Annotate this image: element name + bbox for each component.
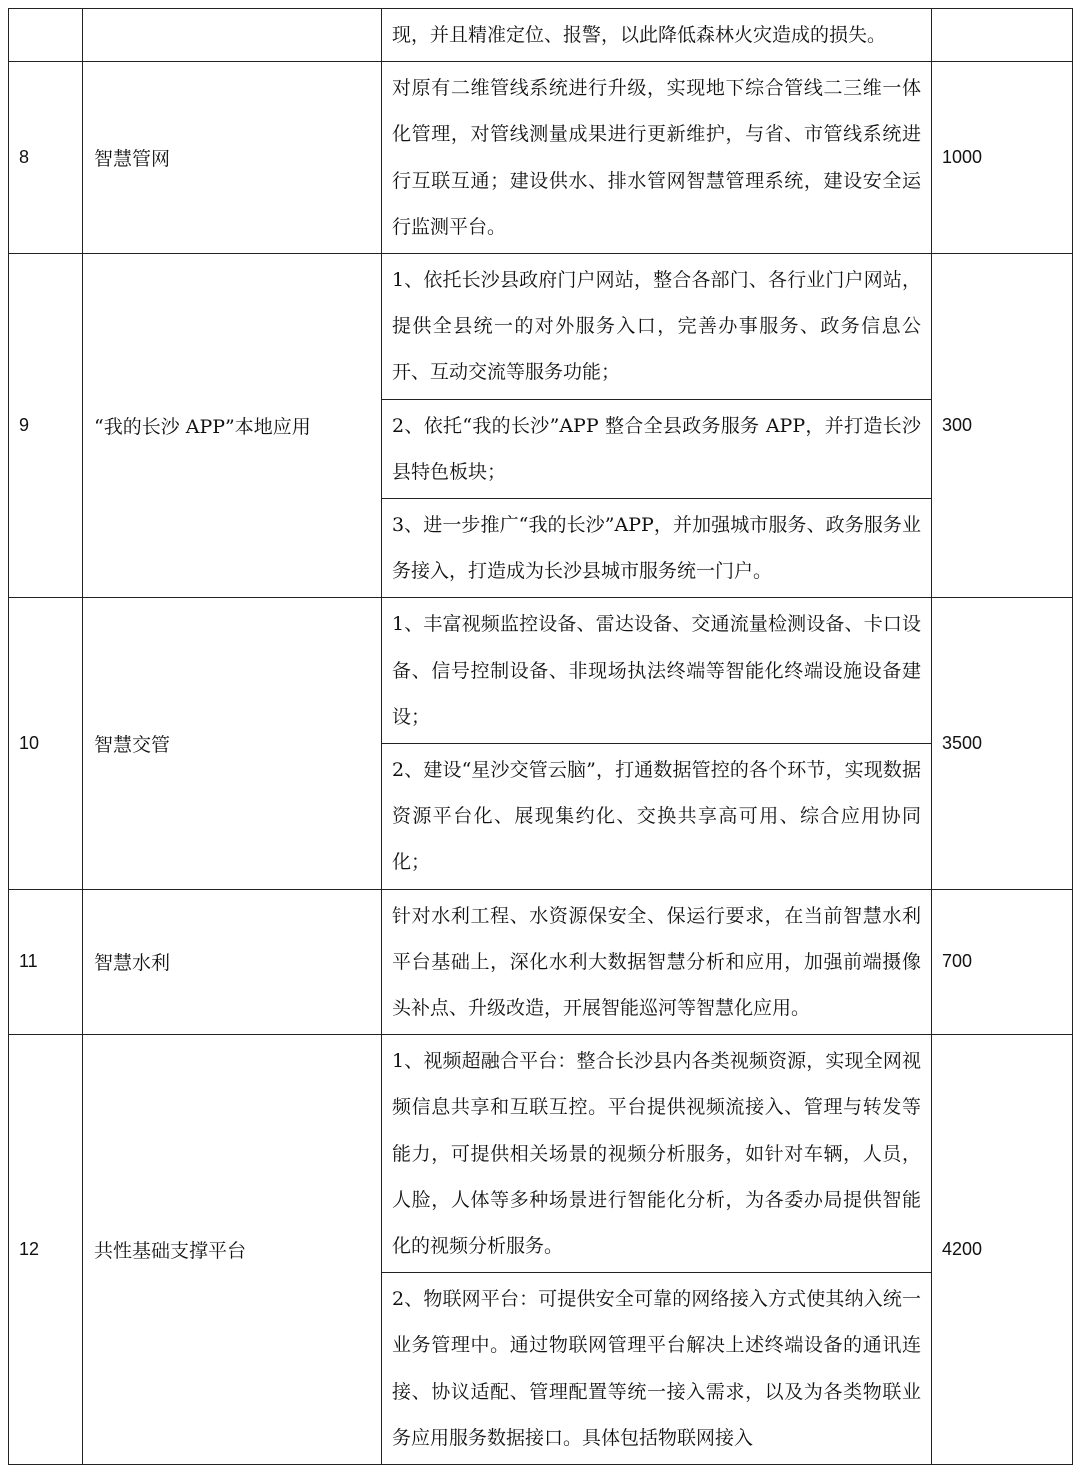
- description-paragraph: 1、丰富视频监控设备、雷达设备、交通流量检测设备、卡口设备、信号控制设备、非现场执法终端等智能化终端设施设备建设；: [392, 613, 921, 728]
- table-row: [9, 1035, 1073, 1465]
- row-number: 11: [9, 889, 83, 1035]
- row-number: 9: [9, 254, 83, 598]
- project-name: “我的长沙 APP”本地应用: [83, 254, 382, 598]
- project-name: 智慧水利: [83, 889, 382, 1035]
- project-table-page: [8, 8, 1072, 1465]
- project-name: 共性基础支撑平台: [83, 1035, 382, 1465]
- table-row: [9, 598, 1073, 889]
- table-row: [9, 254, 1073, 598]
- project-description: [382, 62, 932, 254]
- row-number: [9, 9, 83, 62]
- description-paragraph: 针对水利工程、水资源保安全、保运行要求，在当前智慧水利平台基础上，深化水利大数据智慧分析和应用，加强前端摄像头补点、升级改造，开展智能巡河等智慧化应用。: [392, 904, 921, 1020]
- project-amount: 700: [932, 889, 1073, 1035]
- project-description: [382, 889, 932, 1035]
- project-amount: 4200: [932, 1035, 1073, 1465]
- project-amount: 1000: [932, 62, 1073, 254]
- row-number: 10: [9, 598, 83, 889]
- description-paragraph: 1、视频超融合平台：整合长沙县内各类视频资源，实现全网视频信息共享和互联互控。平台提供视频流接入、管理与转发等能力，可提供相关场景的视频分析服务，如针对车辆，人员，人脸，人体等多种场景进行智能化分析，为各委办局提供智能化的视频分析服务。: [392, 1050, 921, 1258]
- description-paragraph: 对原有二维管线系统进行升级，实现地下综合管线二三维一体化管理，对管线测量成果进行更新维护，与省、市管线系统进行互联互通；建设供水、排水管网智慧管理系统，建设安全运行监测平台。: [392, 77, 921, 238]
- project-description: [382, 598, 932, 889]
- description-paragraph: 2、依托“我的长沙”APP 整合全县政务服务 APP，并打造长沙县特色板块；: [382, 399, 931, 498]
- description-paragraph: 现，并且精准定位、报警，以此降低森林火灾造成的损失。: [392, 24, 887, 46]
- row-number: 12: [9, 1035, 83, 1465]
- project-name: 智慧交管: [83, 598, 382, 889]
- table-row: [9, 9, 1073, 62]
- description-paragraph: 1、依托长沙县政府门户网站，整合各部门、各行业门户网站，提供全县统一的对外服务入口，完善办事服务、政务信息公开、互动交流等服务功能；: [392, 269, 921, 384]
- project-description: [382, 1035, 932, 1465]
- project-name: [83, 9, 382, 62]
- description-paragraph: 3、进一步推广“我的长沙”APP，并加强城市服务、政务服务业务接入，打造成为长沙县城市服务统一门户。: [382, 498, 931, 597]
- table-row: [9, 62, 1073, 254]
- table-row: [9, 889, 1073, 1035]
- project-description: [382, 9, 932, 62]
- project-table: [8, 8, 1073, 1465]
- project-description: [382, 254, 932, 598]
- project-amount: [932, 9, 1073, 62]
- description-paragraph: 2、物联网平台：可提供安全可靠的网络接入方式使其纳入统一业务管理中。通过物联网管理平台解决上述终端设备的通讯连接、协议适配、管理配置等统一接入需求，以及为各类物联业务应用服务数据接口。具体包括物联网接入: [382, 1272, 931, 1464]
- project-name: 智慧管网: [83, 62, 382, 254]
- project-amount: 3500: [932, 598, 1073, 889]
- project-amount: 300: [932, 254, 1073, 598]
- description-paragraph: 2、建设“星沙交管云脑”，打通数据管控的各个环节，实现数据资源平台化、展现集约化、交换共享高可用、综合应用协同化；: [382, 743, 931, 889]
- row-number: 8: [9, 62, 83, 254]
